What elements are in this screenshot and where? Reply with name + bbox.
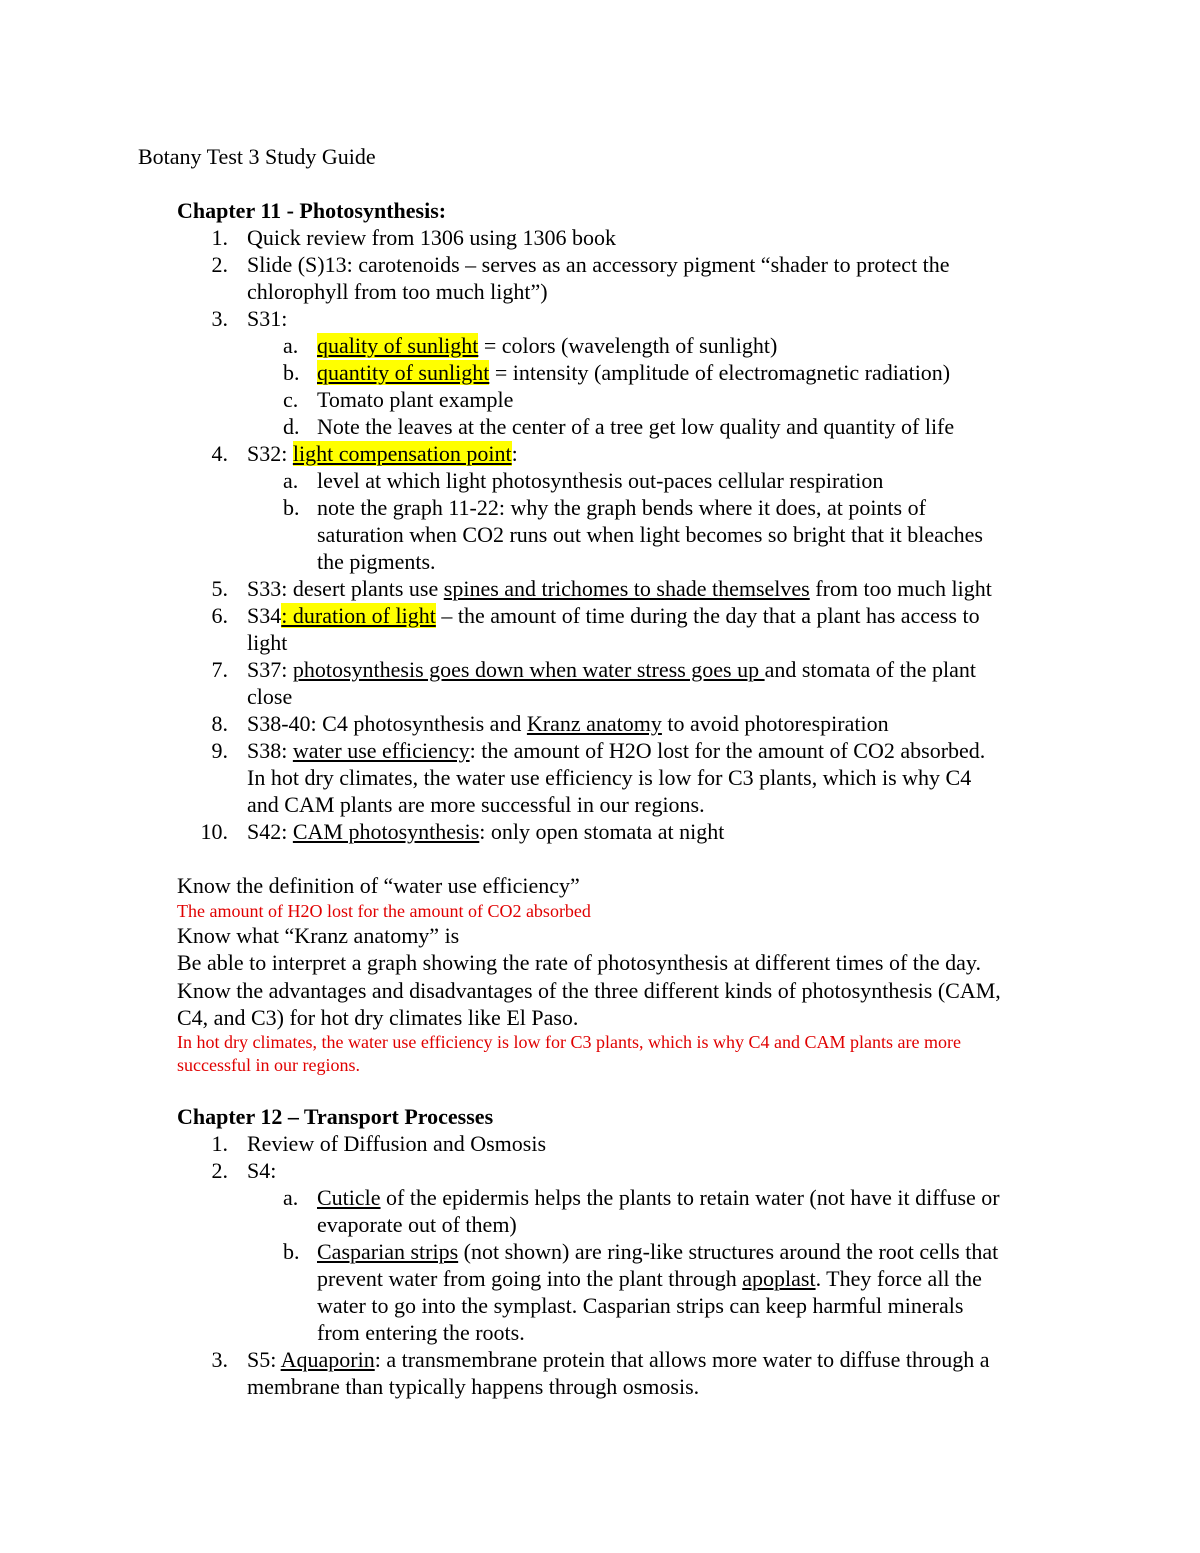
list-number: 2. bbox=[211, 252, 228, 277]
sub-item: Note the leaves at the center of a tree get low quality and quantity of life bbox=[317, 414, 955, 439]
list-item: Review of Diffusion and Osmosis bbox=[247, 1131, 547, 1156]
sub-item-continued: from entering the roots. bbox=[317, 1320, 525, 1345]
list-number: 3. bbox=[211, 306, 228, 331]
underlined-term: photosynthesis goes down when water stress goes up bbox=[292, 657, 765, 682]
list-number: 5. bbox=[211, 576, 228, 601]
sub-letter: a. bbox=[283, 468, 299, 493]
list-item: S33: desert plants use spines and trichomes to shade themselves from too much light bbox=[247, 576, 992, 601]
sub-letter: d. bbox=[283, 414, 300, 439]
list-item-continued: membrane than typically happens through osmosis. bbox=[247, 1374, 700, 1399]
sub-item: level at which light photosynthesis out-paces cellular respiration bbox=[317, 468, 884, 493]
sub-item-continued: water to go into the symplast. Casparian strips can keep harmful minerals bbox=[317, 1293, 964, 1318]
answer-line: In hot dry climates, the water use efficiency is low for C3 plants, which is why C4 and CAM plants are more bbox=[177, 1032, 961, 1052]
sub-letter: a. bbox=[283, 333, 299, 358]
know-line: C4, and C3) for hot dry climates like El Paso. bbox=[177, 1005, 579, 1030]
list-number: 1. bbox=[211, 225, 228, 250]
sub-letter: b. bbox=[283, 360, 300, 385]
list-item: S32: light compensation point: bbox=[247, 441, 518, 466]
list-item: S31: bbox=[247, 306, 288, 331]
list-item-continued: chlorophyll from too much light”) bbox=[247, 279, 548, 304]
answer-line: The amount of H2O lost for the amount of CO2 absorbed bbox=[177, 901, 591, 921]
list-item: S38: water use efficiency: the amount of H2O lost for the amount of CO2 absorbed. bbox=[247, 738, 986, 763]
sub-letter: b. bbox=[283, 1239, 300, 1264]
list-item: S38-40: C4 photosynthesis and Kranz anatomy to avoid photorespiration bbox=[247, 711, 889, 736]
sub-item: quality of sunlight = colors (wavelength of sunlight) bbox=[317, 333, 778, 358]
sub-item-continued: evaporate out of them) bbox=[317, 1212, 517, 1237]
sub-item: note the graph 11-22: why the graph bends where it does, at points of bbox=[317, 495, 926, 520]
list-item: S37: photosynthesis goes down when water stress goes up and stomata of the plant bbox=[247, 657, 976, 682]
sub-letter: b. bbox=[283, 495, 300, 520]
underlined-term: water use efficiency bbox=[292, 738, 470, 763]
list-item: Slide (S)13: carotenoids – serves as an accessory pigment “shader to protect the bbox=[247, 252, 950, 277]
highlighted-term: light compensation point bbox=[292, 441, 512, 466]
underlined-term: CAM photosynthesis bbox=[292, 819, 480, 844]
underlined-term: Cuticle bbox=[317, 1185, 381, 1210]
sub-item: Casparian strips (not shown) are ring-like structures around the root cells that bbox=[317, 1239, 999, 1264]
list-number: 8. bbox=[211, 711, 228, 736]
underlined-term: Casparian strips bbox=[317, 1239, 459, 1264]
sub-letter: c. bbox=[283, 387, 299, 412]
chapter-12-heading: Chapter 12 – Transport Processes bbox=[177, 1104, 494, 1129]
list-number: 1. bbox=[211, 1131, 228, 1156]
document-title: Botany Test 3 Study Guide bbox=[138, 144, 376, 169]
highlighted-term: quantity of sunlight bbox=[317, 360, 490, 385]
sub-letter: a. bbox=[283, 1185, 299, 1210]
know-line: Know the definition of “water use efficiency” bbox=[177, 873, 580, 898]
know-line: Be able to interpret a graph showing the rate of photosynthesis at different times of the day. bbox=[177, 950, 981, 975]
sub-item-continued: prevent water from going into the plant through apoplast. They force all the bbox=[317, 1266, 982, 1291]
list-item-continued: close bbox=[247, 684, 293, 709]
list-number: 10. bbox=[200, 819, 228, 844]
underlined-term: apoplast bbox=[742, 1266, 816, 1291]
list-item: S4: bbox=[247, 1158, 277, 1183]
list-item: S42: CAM photosynthesis: only open stomata at night bbox=[247, 819, 725, 844]
answer-line: successful in our regions. bbox=[177, 1055, 360, 1075]
highlighted-term: quality of sunlight bbox=[317, 333, 479, 358]
know-line: Know the advantages and disadvantages of the three different kinds of photosynthesis (CAM, bbox=[177, 978, 1001, 1003]
know-line: Know what “Kranz anatomy” is bbox=[177, 923, 460, 948]
list-item-continued: In hot dry climates, the water use efficiency is low for C3 plants, which is why C4 bbox=[247, 765, 972, 790]
list-item-continued: light bbox=[247, 630, 288, 655]
sub-item: Tomato plant example bbox=[317, 387, 514, 412]
list-item: S5: Aquaporin: a transmembrane protein that allows more water to diffuse through a bbox=[247, 1347, 990, 1372]
list-item: Quick review from 1306 using 1306 book bbox=[247, 225, 617, 250]
sub-item-continued: saturation when CO2 runs out when light becomes so bright that it bleaches bbox=[317, 522, 983, 547]
list-item-continued: and CAM plants are more successful in our regions. bbox=[247, 792, 705, 817]
sub-item: quantity of sunlight = intensity (amplitude of electromagnetic radiation) bbox=[317, 360, 951, 385]
list-number: 9. bbox=[211, 738, 228, 763]
sub-item: Cuticle of the epidermis helps the plants to retain water (not have it diffuse or bbox=[317, 1185, 1000, 1210]
highlighted-term: : duration of light bbox=[281, 603, 436, 628]
list-number: 2. bbox=[211, 1158, 228, 1183]
underlined-term: spines and trichomes to shade themselves bbox=[443, 576, 810, 601]
chapter-11-heading: Chapter 11 - Photosynthesis: bbox=[177, 198, 447, 223]
underlined-term: Aquaporin bbox=[280, 1347, 375, 1372]
underlined-term: Kranz anatomy bbox=[526, 711, 662, 736]
list-number: 3. bbox=[211, 1347, 228, 1372]
list-item: S34: duration of light – the amount of time during the day that a plant has access to bbox=[247, 603, 980, 628]
list-number: 7. bbox=[211, 657, 228, 682]
list-number: 4. bbox=[211, 441, 228, 466]
list-number: 6. bbox=[211, 603, 228, 628]
sub-item-continued: the pigments. bbox=[317, 549, 436, 574]
